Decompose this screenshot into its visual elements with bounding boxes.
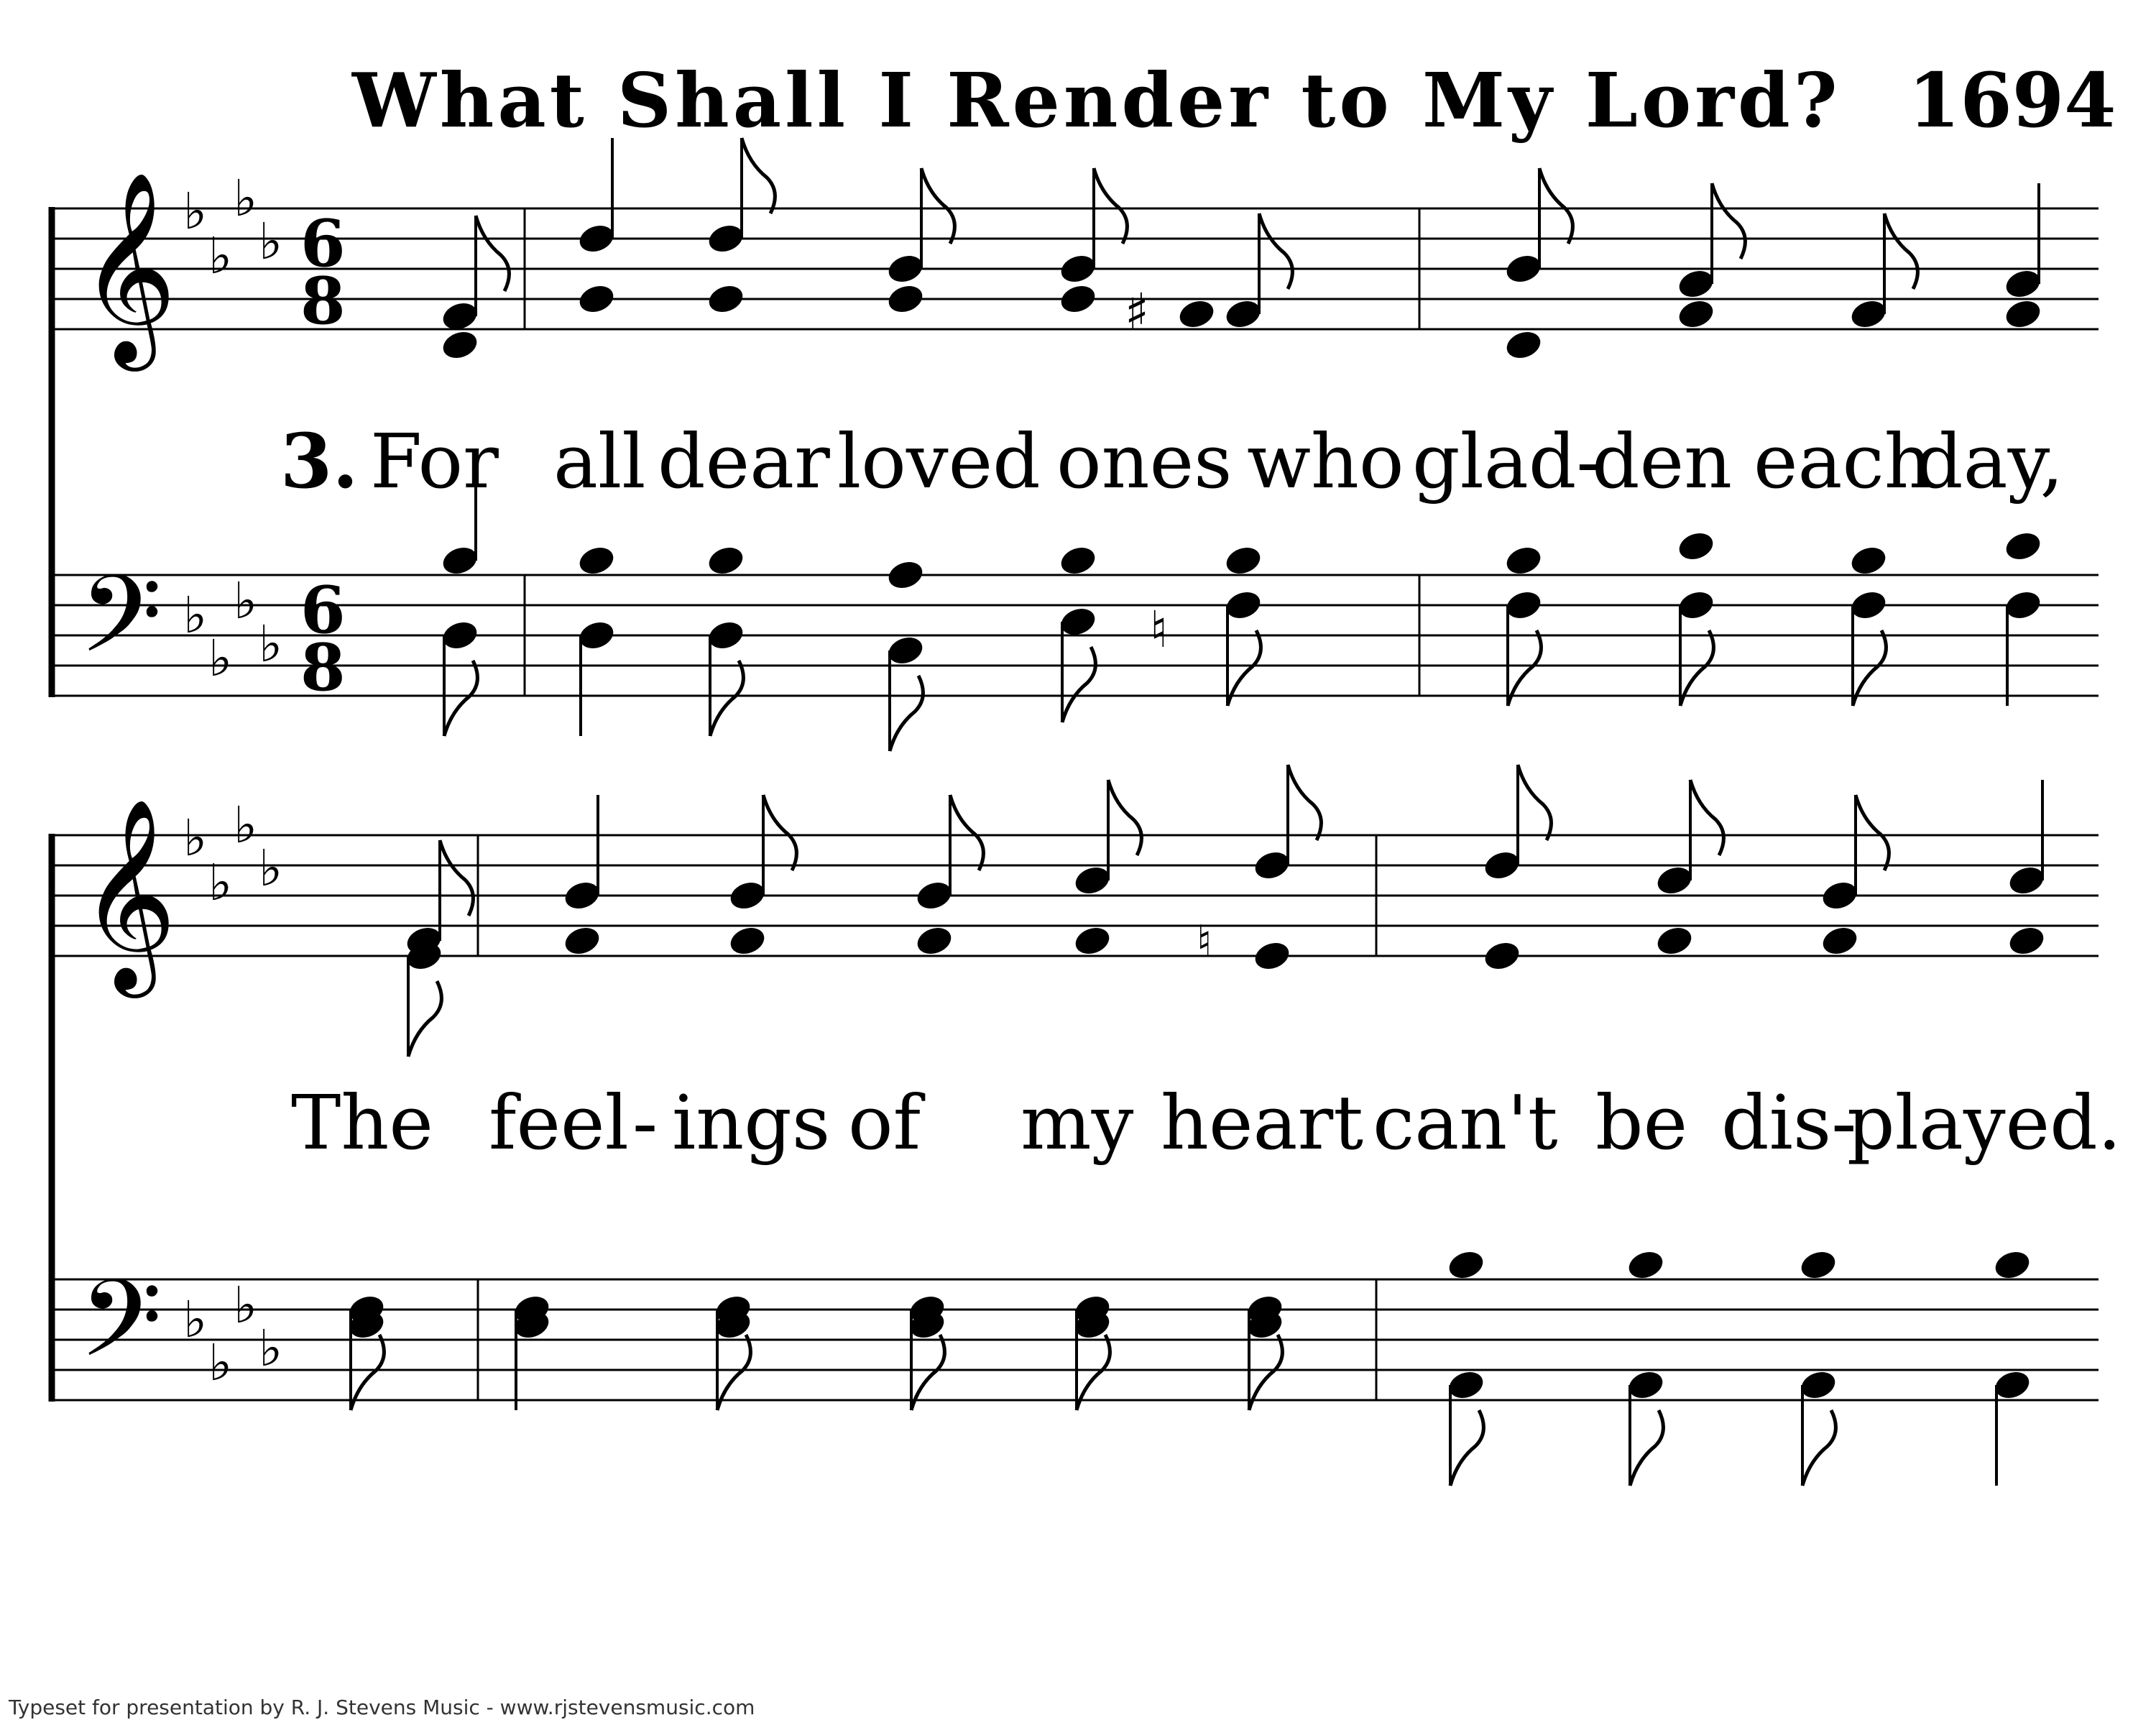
note-flag xyxy=(1630,1410,1663,1486)
note-flag xyxy=(710,661,743,736)
note-flag xyxy=(1094,168,1127,244)
note-flag xyxy=(1108,780,1141,855)
note-head xyxy=(1058,282,1099,316)
svg-text:8: 8 xyxy=(300,263,346,339)
note-head xyxy=(562,924,603,958)
verse-number: 3. xyxy=(280,417,359,505)
lyric-syllable: played. xyxy=(1847,1079,2122,1167)
svg-text:8: 8 xyxy=(300,630,346,706)
note-head xyxy=(1798,1368,1839,1402)
note-head xyxy=(2003,588,2044,622)
lyric-syllable: den xyxy=(1592,418,1733,505)
note-head xyxy=(706,543,747,578)
lyric-syllable: each xyxy=(1754,418,1932,505)
note-head xyxy=(885,282,926,316)
note-head xyxy=(440,618,481,653)
note-flag xyxy=(351,1335,384,1410)
note-flag xyxy=(950,795,983,870)
key-signature-bass xyxy=(183,1276,282,1392)
note-head xyxy=(706,282,747,316)
natural-accidental: ♮ xyxy=(1197,916,1212,967)
note-flag xyxy=(1227,630,1261,706)
bass-clef: 𝄢 xyxy=(79,1257,162,1407)
note-head xyxy=(1503,328,1544,362)
note-head xyxy=(2003,529,2044,564)
note-flag xyxy=(1259,213,1292,289)
note-head xyxy=(1676,267,1717,301)
note-head xyxy=(1503,543,1544,578)
svg-text:♭: ♭ xyxy=(234,1276,258,1335)
svg-text:♭: ♭ xyxy=(259,615,283,673)
note-flag xyxy=(476,216,509,291)
natural-accidental: ♮ xyxy=(1150,600,1169,659)
svg-text:♭: ♭ xyxy=(259,839,283,898)
lyric-syllable: can't xyxy=(1373,1079,1558,1167)
note-head xyxy=(1820,878,1861,913)
note-flag xyxy=(1450,1410,1483,1486)
note-head xyxy=(1676,588,1717,622)
note-head xyxy=(1992,1368,2033,1402)
hymn-number: 1694 xyxy=(1908,56,2116,144)
note-head xyxy=(1223,297,1264,331)
note-head xyxy=(885,558,926,592)
lyric-syllable: dis- xyxy=(1721,1079,1857,1167)
note-flag xyxy=(1539,168,1572,244)
note-head xyxy=(1058,252,1099,286)
note-head xyxy=(1654,863,1695,898)
note-head xyxy=(576,221,617,256)
note-head xyxy=(1654,924,1695,958)
note-flag xyxy=(763,795,796,870)
note-flag xyxy=(1680,630,1713,706)
note-flag xyxy=(1884,213,1917,289)
treble-clef: 𝄞 xyxy=(79,171,177,363)
lyric-syllable: my xyxy=(1021,1079,1134,1167)
note-flag xyxy=(408,981,441,1057)
note-head xyxy=(1446,1368,1487,1402)
note-flag xyxy=(440,840,473,916)
note-head xyxy=(1176,297,1217,331)
sharp-accidental: ♯ xyxy=(1125,282,1149,341)
lyric-syllable: be xyxy=(1595,1079,1688,1167)
lyric-syllable: ings xyxy=(672,1079,831,1167)
note-head xyxy=(440,328,481,362)
lyric-syllable: - xyxy=(632,1079,658,1167)
svg-text:♭: ♭ xyxy=(183,182,208,241)
note-head xyxy=(885,633,926,668)
svg-text:♭: ♭ xyxy=(234,571,258,630)
svg-text:♭: ♭ xyxy=(183,586,208,645)
bass-staff-lines xyxy=(50,575,2099,696)
note-head xyxy=(1848,543,1889,578)
note-head xyxy=(1503,252,1544,286)
note-head xyxy=(1848,588,1889,622)
bass-clef: 𝄢 xyxy=(79,553,162,703)
note-head xyxy=(1676,529,1717,564)
note-head xyxy=(1992,1248,2033,1282)
note-flag xyxy=(717,1335,750,1410)
svg-text:♭: ♭ xyxy=(208,629,233,688)
key-signature-bass xyxy=(183,571,282,688)
treble-clef: 𝄞 xyxy=(79,798,177,990)
note-head xyxy=(1482,939,1523,973)
note-head xyxy=(1626,1368,1667,1402)
note-head xyxy=(885,252,926,286)
typesetting-credit: Typeset for presentation by R. J. Stevens Music - www.rjstevensmusic.com xyxy=(9,1696,755,1719)
note-head xyxy=(1252,848,1293,883)
note-flag xyxy=(1249,1335,1282,1410)
note-head xyxy=(2003,297,2044,331)
note-flag xyxy=(742,138,775,213)
note-head xyxy=(727,878,768,913)
note-flag xyxy=(1690,780,1723,855)
note-flag xyxy=(1853,630,1886,706)
svg-text:♭: ♭ xyxy=(208,226,233,285)
note-flag xyxy=(1077,1335,1110,1410)
note-head xyxy=(1482,848,1523,883)
note-head xyxy=(1223,543,1264,578)
note-flag xyxy=(921,168,954,244)
lyric-syllable: dear xyxy=(658,418,830,505)
note-head xyxy=(914,878,955,913)
svg-text:♭: ♭ xyxy=(259,212,283,271)
note-head xyxy=(576,543,617,578)
hymn-title: What Shall I Render to My Lord? xyxy=(352,56,1841,144)
svg-text:♭: ♭ xyxy=(259,1319,283,1378)
note-head xyxy=(1446,1248,1487,1282)
svg-text:♭: ♭ xyxy=(208,853,233,912)
lyric-syllable: The xyxy=(291,1079,433,1167)
note-head xyxy=(1848,297,1889,331)
note-head xyxy=(562,878,603,913)
note-head xyxy=(1223,588,1264,622)
note-head xyxy=(1252,939,1293,973)
time-signature-bass xyxy=(300,572,346,706)
svg-text:♭: ♭ xyxy=(234,169,258,228)
note-flag xyxy=(1508,630,1541,706)
treble-staff-lines xyxy=(50,835,2099,956)
svg-text:6: 6 xyxy=(300,206,346,282)
svg-text:♭: ♭ xyxy=(183,809,208,868)
note-head xyxy=(914,924,955,958)
note-head xyxy=(576,618,617,653)
note-head xyxy=(1058,543,1099,578)
note-flag xyxy=(1518,765,1551,840)
note-flag xyxy=(1062,647,1095,722)
note-head xyxy=(1676,297,1717,331)
svg-text:♭: ♭ xyxy=(183,1290,208,1349)
note-head xyxy=(576,282,617,316)
lyric-syllable: who xyxy=(1247,418,1404,505)
lyric-syllable: all xyxy=(553,418,646,505)
note-head xyxy=(2007,924,2047,958)
svg-text:♭: ♭ xyxy=(234,796,258,855)
note-head xyxy=(706,618,747,653)
note-head xyxy=(727,924,768,958)
note-flag xyxy=(1712,183,1745,259)
note-flag xyxy=(1856,795,1889,870)
note-head xyxy=(1072,924,1113,958)
note-head xyxy=(706,221,747,256)
note-head xyxy=(1626,1248,1667,1282)
note-head xyxy=(440,543,481,578)
lyric-syllable: For xyxy=(370,418,499,505)
lyric-syllable: feel xyxy=(489,1079,629,1167)
note-head xyxy=(1820,924,1861,958)
note-flag xyxy=(444,661,477,736)
lyric-syllable: heart xyxy=(1161,1079,1364,1167)
time-signature-treble xyxy=(300,206,346,339)
lyric-syllable: ones xyxy=(1056,418,1233,505)
note-head xyxy=(1072,863,1113,898)
lyric-syllable: of xyxy=(848,1079,921,1167)
bass-staff-lines xyxy=(50,1279,2099,1400)
note-head xyxy=(1503,588,1544,622)
svg-text:♭: ♭ xyxy=(208,1333,233,1392)
note-flag xyxy=(911,1335,944,1410)
lyric-syllable: glad- xyxy=(1412,418,1602,505)
note-head xyxy=(1798,1248,1839,1282)
note-flag xyxy=(1288,765,1321,840)
note-head xyxy=(1058,604,1099,639)
note-flag xyxy=(890,676,923,751)
svg-text:6: 6 xyxy=(300,572,346,648)
lyric-syllable: day, xyxy=(1915,418,2064,505)
note-head xyxy=(2007,863,2047,898)
note-head xyxy=(2003,267,2044,301)
note-flag xyxy=(1802,1410,1835,1486)
lyric-syllable: loved xyxy=(837,418,1041,505)
